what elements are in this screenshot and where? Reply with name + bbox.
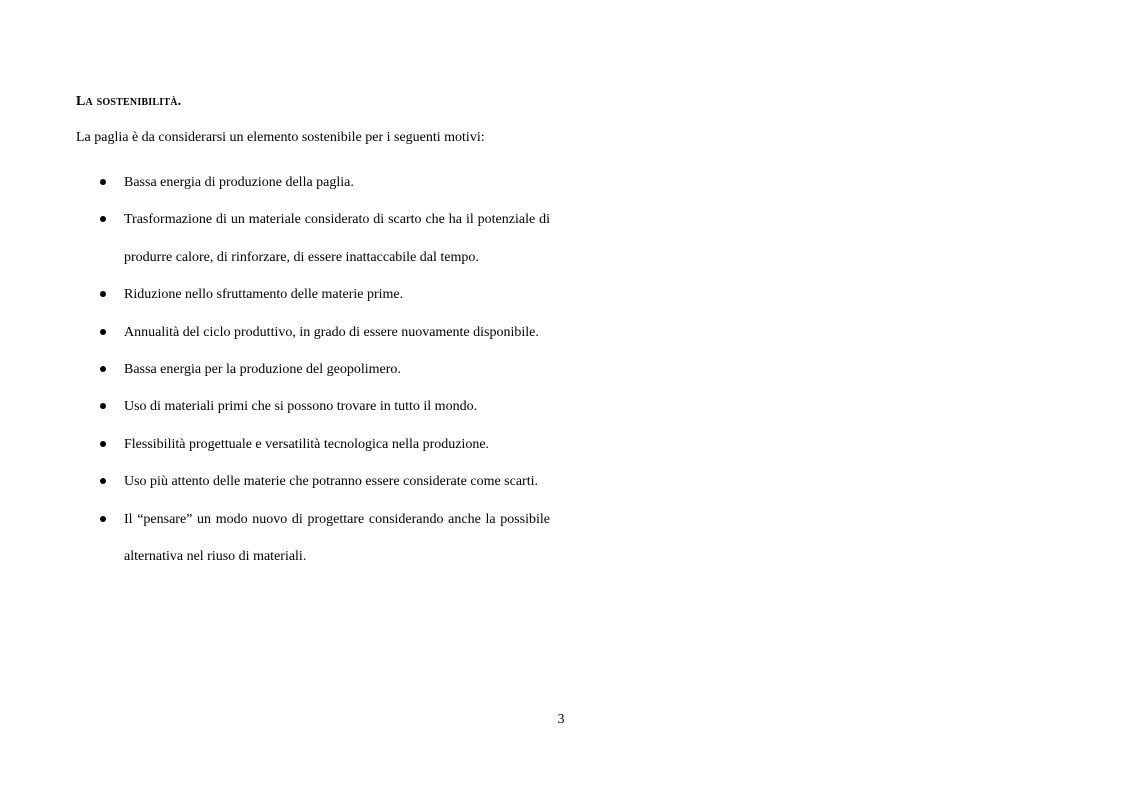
list-item-text: Annualità del ciclo produttivo, in grado di essere nuovamente disponibile. [124,324,539,340]
bullet-icon [100,216,106,222]
list-item-text: Trasformazione di un materiale considerato di scarto che ha il potenziale di produrre calore, di rinforzare, di essere inattaccabile dal tempo. [124,212,550,265]
bullet-icon [100,366,106,372]
list-item [76,276,550,313]
list-item [76,201,550,276]
bullet-icon [100,478,106,484]
list-item [76,501,550,576]
list-item-text: Riduzione nello sfruttamento delle materie prime. [124,287,404,303]
list-item [76,351,550,388]
bullet-icon [100,516,106,522]
intro-paragraph: La paglia è da considerarsi un elemento sostenibile per i seguenti motivi: [76,130,485,145]
list-item-text: Flessibilità progettuale e versatilità tecnologica nella produzione. [124,436,490,452]
list-item [76,388,550,425]
page-number: 3 [557,712,565,727]
list-item [76,463,550,500]
bullet-icon [100,179,106,185]
bullet-icon [100,441,106,447]
bullet-icon [100,403,106,409]
list-item-text: Il “pensare” un modo nuovo di progettare considerando anche la possibile alternativa nel riuso di materiali. [124,511,550,565]
bullet-list [76,164,550,575]
bullet-icon [100,291,106,297]
section-heading: La sostenibilità. [76,94,182,109]
list-item [76,426,550,463]
list-item-text: Uso di materiali primi che si possono trovare in tutto il mondo. [124,399,478,415]
list-item-text: Bassa energia per la produzione del geopolimero. [124,362,401,378]
list-item-text: Uso più attento delle materie che potranno essere considerate come scarti. [124,474,538,490]
list-item [76,164,550,201]
list-item [76,314,550,351]
list-item-text: Bassa energia di produzione della paglia. [124,175,354,190]
bullet-icon [100,329,106,335]
